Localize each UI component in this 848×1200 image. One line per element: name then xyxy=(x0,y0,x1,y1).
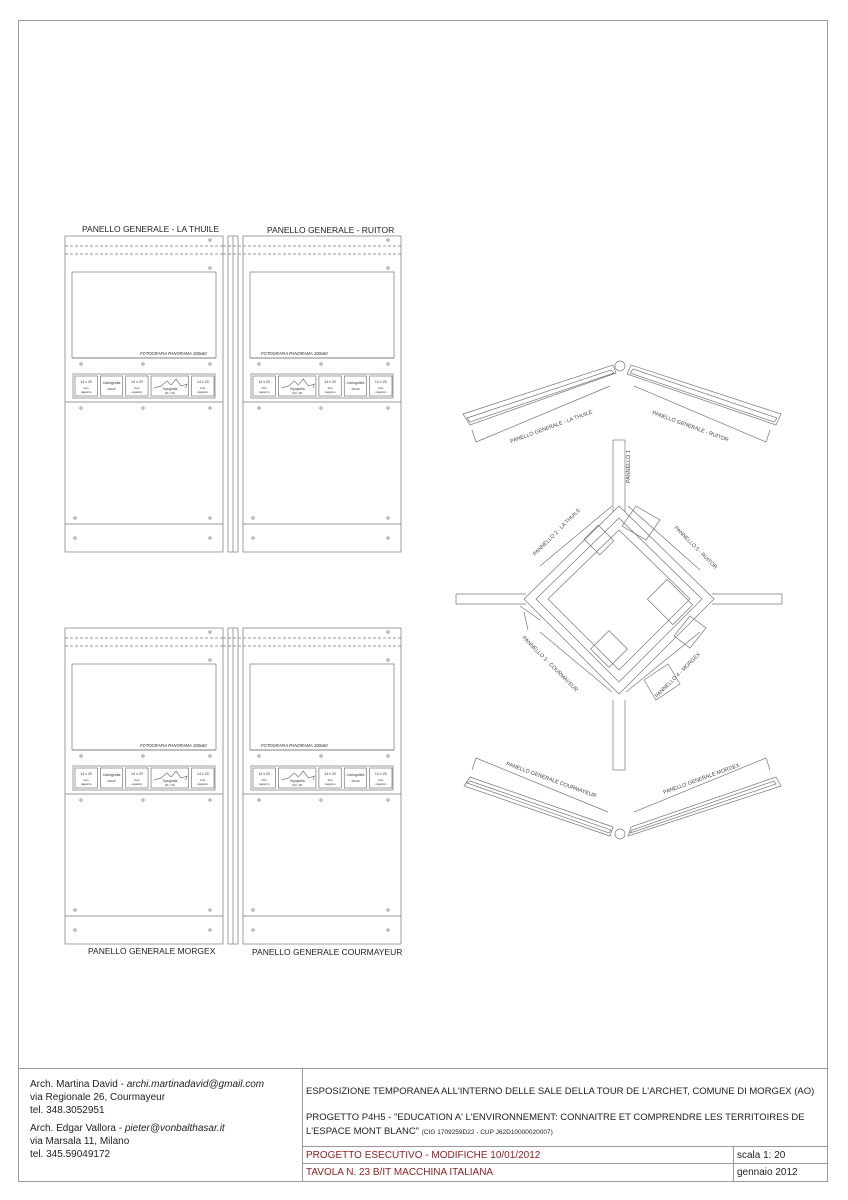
box-carto-label: Cartografia xyxy=(346,773,365,777)
box-carto-sublabel: 20x30 xyxy=(351,779,360,783)
title-row-line-2 xyxy=(302,1163,828,1164)
drawing-date: gennaio 2012 xyxy=(737,1167,798,1178)
screw-dot xyxy=(387,407,389,409)
screw-dot xyxy=(252,517,254,519)
box-size-label: 14 x 20 xyxy=(374,380,387,384)
screw-dot xyxy=(209,909,211,911)
author1-name: Arch. Martina David - xyxy=(30,1079,127,1090)
project-codes: (CIG 1709259D22 - CUP J62D10000020007) xyxy=(421,1129,553,1136)
project-phase: PROGETTO ESECUTIVO - MODIFICHE 10/01/2012 xyxy=(306,1150,541,1161)
screw-dot xyxy=(142,363,144,365)
panorama-photo-frame xyxy=(72,272,216,358)
exhibition-title: ESPOSIZIONE TEMPORANEA ALL'INTERNO DELLE SALE DELLA TOUR DE L'ARCHET, COMUNE DI MORGEX (AO) xyxy=(306,1086,815,1097)
box-topo-sublabel: 20 x 30 xyxy=(292,783,303,787)
info-strip xyxy=(73,766,215,790)
screw-dot xyxy=(258,363,260,365)
box-size-label: 14 x 20 xyxy=(130,772,143,776)
box-photo-sublabel: ragazzo xyxy=(197,782,209,786)
screw-dot xyxy=(209,267,211,269)
screw-dot xyxy=(74,929,76,931)
box-photo-label: foto xyxy=(261,778,267,782)
plan-hinge-top xyxy=(615,361,625,371)
plan-label-p2: PANNELLO 2 - LA THUILE xyxy=(532,507,583,558)
project-title-line2 xyxy=(306,1126,553,1137)
title-block-divider xyxy=(302,1068,303,1182)
box-size-label: 14 x 20 xyxy=(196,380,209,384)
elevation-ruitor xyxy=(243,236,401,552)
screw-dot xyxy=(387,929,389,931)
info-strip xyxy=(251,374,393,398)
author1-phone: tel. 348.3052951 xyxy=(30,1105,105,1116)
box-carto-sublabel: 20x30 xyxy=(107,387,116,391)
author1-email[interactable]: archi.martinadavid@gmail.com xyxy=(126,1079,265,1090)
exhibition-plan xyxy=(440,350,820,850)
screw-dot xyxy=(209,407,211,409)
panorama-caption: FOTOGRAFIA PANORAMA 100x60 xyxy=(140,743,207,748)
screw-dot xyxy=(209,659,211,661)
box-photo-label: foto xyxy=(83,386,89,390)
plan-label-courmayeur: PANELLO GENERALE COURMAYEUR xyxy=(505,761,597,800)
plan-label-ruitor: PANELLO GENERALE - RUITOR xyxy=(651,410,730,444)
box-carto-sublabel: 20x30 xyxy=(107,779,116,783)
box-photo-sublabel: ragazzo xyxy=(80,782,92,786)
screw-dot xyxy=(320,363,322,365)
screw-dot xyxy=(209,755,211,757)
info-box xyxy=(100,768,122,788)
panel-joint xyxy=(223,628,243,944)
box-photo-label: foto xyxy=(327,778,333,782)
screw-dot xyxy=(80,799,82,801)
drawing-scale: scala 1: 20 xyxy=(737,1150,786,1161)
box-topo-sublabel: 20 x 30 xyxy=(292,391,303,395)
screw-dot xyxy=(387,537,389,539)
box-photo-label: foto xyxy=(378,778,384,782)
screw-dot xyxy=(74,909,76,911)
title-col-line xyxy=(733,1146,734,1182)
info-strip xyxy=(73,374,215,398)
box-photo-sublabel: ragazzo xyxy=(324,390,336,394)
screw-dot xyxy=(142,407,144,409)
screw-dot xyxy=(320,799,322,801)
box-size-label: 14 x 20 xyxy=(196,772,209,776)
screw-dot xyxy=(209,537,211,539)
screw-dot xyxy=(142,755,144,757)
screw-dot xyxy=(74,517,76,519)
box-photo-sublabel: ragazzo xyxy=(375,390,387,394)
screw-dot xyxy=(209,929,211,931)
screw-dot xyxy=(387,755,389,757)
author2-line xyxy=(18,1122,264,1135)
panorama-caption: FOTOGRAFIA PANORAMA 100x60 xyxy=(261,743,328,748)
box-size-label: 14 x 20 xyxy=(324,380,337,384)
panel-title-courmayeur: PANELLO GENERALE COURMAYEUR xyxy=(252,947,403,957)
box-photo-sublabel: ragazzo xyxy=(324,782,336,786)
box-photo-label: foto xyxy=(134,778,140,782)
box-photo-label: foto xyxy=(83,778,89,782)
panorama-photo-frame xyxy=(250,272,394,358)
screw-dot xyxy=(387,363,389,365)
screw-dot xyxy=(209,363,211,365)
box-topo-label: Topografia xyxy=(289,387,305,391)
screw-dot xyxy=(80,407,82,409)
plan-label-la-thuile: PANELLO GENERALE - LA THUILE xyxy=(509,409,594,445)
screw-dot xyxy=(209,631,211,633)
panel-title-ruitor: PANELLO GENERALE - RUITOR xyxy=(267,225,395,235)
screw-dot xyxy=(74,537,76,539)
box-size-label: 14 x 20 xyxy=(374,772,387,776)
screw-dot xyxy=(258,755,260,757)
screw-dot xyxy=(387,799,389,801)
panorama-photo-frame xyxy=(72,664,216,750)
plan-label-p4: PANNELLO 4 - MORGEX xyxy=(654,651,702,700)
box-photo-label: foto xyxy=(261,386,267,390)
box-size-label: 14 x 20 xyxy=(258,772,271,776)
box-size-label: 14 x 20 xyxy=(80,772,93,776)
panel-title-la-thuile: PANELLO GENERALE - LA THUILE xyxy=(82,224,220,234)
box-photo-sublabel: ragazzo xyxy=(131,782,143,786)
screw-dot xyxy=(252,929,254,931)
panel-title-morgex: PANELLO GENERALE MORGEX xyxy=(88,946,216,956)
elevation-courmayeur xyxy=(243,628,401,944)
box-topo-sublabel: 20 x 30 xyxy=(164,783,175,787)
plan-hinge-bottom xyxy=(615,829,625,839)
plan-label-p5: PANNELLO 5 - RUITOR xyxy=(672,525,718,571)
screw-dot xyxy=(252,537,254,539)
screw-dot xyxy=(387,659,389,661)
project-title-name: L'ESPACE MONT BLANC" xyxy=(306,1126,420,1137)
box-topo-label: Topografia xyxy=(162,779,178,783)
screw-dot xyxy=(387,517,389,519)
screw-dot xyxy=(80,755,82,757)
box-photo-sublabel: ragazzo xyxy=(197,390,209,394)
info-box xyxy=(100,376,122,396)
screw-dot xyxy=(80,363,82,365)
sheet-number: TAVOLA N. 23 B/IT MACCHINA ITALIANA xyxy=(306,1167,494,1178)
box-photo-label: foto xyxy=(200,386,206,390)
box-topo-sublabel: 20 x 30 xyxy=(164,391,175,395)
screw-dot xyxy=(209,517,211,519)
box-carto-label: Cartografia xyxy=(102,381,121,385)
screw-dot xyxy=(258,799,260,801)
screw-dot xyxy=(258,407,260,409)
screw-dot xyxy=(387,267,389,269)
panorama-caption: FOTOGRAFIA PANORAMA 100x60 xyxy=(261,351,328,356)
box-carto-sublabel: 20x30 xyxy=(351,387,360,391)
info-strip xyxy=(251,766,393,790)
plan-label-p3: PANNELLO 3 - COURMAYEUR xyxy=(520,635,579,694)
author2-name: Arch. Edgar Vallora - xyxy=(30,1123,125,1134)
screw-dot xyxy=(142,799,144,801)
info-box xyxy=(344,768,366,788)
box-photo-sublabel: ragazzo xyxy=(80,390,92,394)
project-title-line1: PROGETTO P4H5 - "EDUCATION A' L'ENVIRONNEMENT: CONNAITRE ET COMPRENDRE LES TERRITOIRES DE xyxy=(306,1112,805,1123)
screw-dot xyxy=(387,239,389,241)
box-photo-sublabel: ragazzo xyxy=(375,782,387,786)
box-photo-sublabel: ragazzo xyxy=(258,782,270,786)
panorama-caption: FOTOGRAFIA PANORAMA 100x60 xyxy=(140,351,207,356)
box-photo-sublabel: ragazzo xyxy=(131,390,143,394)
box-carto-label: Cartografia xyxy=(346,381,365,385)
box-size-label: 14 x 20 xyxy=(324,772,337,776)
box-photo-sublabel: ragazzo xyxy=(258,390,270,394)
box-photo-label: foto xyxy=(378,386,384,390)
elevation-morgex xyxy=(65,628,223,944)
author1-address: via Regionale 26, Courmayeur xyxy=(30,1092,166,1103)
elevation-la-thuile xyxy=(65,236,223,552)
plan-label-p1: PANNELLO 1 xyxy=(626,450,632,483)
author1-line xyxy=(18,1078,264,1091)
screw-dot xyxy=(320,407,322,409)
screw-dot xyxy=(320,755,322,757)
info-box xyxy=(344,376,366,396)
box-size-label: 14 x 20 xyxy=(258,380,271,384)
screw-dot xyxy=(209,239,211,241)
plan-central-structure xyxy=(456,440,782,770)
panorama-photo-frame xyxy=(250,664,394,750)
box-topo-label: Topografia xyxy=(162,387,178,391)
box-size-label: 14 x 20 xyxy=(130,380,143,384)
box-photo-label: foto xyxy=(200,778,206,782)
panel-joint xyxy=(223,236,243,552)
screw-dot xyxy=(387,631,389,633)
box-topo-label: Topografia xyxy=(289,779,305,783)
title-row-line-1 xyxy=(302,1146,828,1147)
box-size-label: 14 x 20 xyxy=(80,380,93,384)
box-photo-label: foto xyxy=(134,386,140,390)
box-photo-label: foto xyxy=(327,386,333,390)
screw-dot xyxy=(387,909,389,911)
plan-label-morgex: PANELLO GENERALE MORGEX xyxy=(662,762,741,796)
author2-address: via Marsala 11, Milano xyxy=(30,1136,130,1147)
box-carto-label: Cartografia xyxy=(102,773,121,777)
screw-dot xyxy=(209,799,211,801)
plan-panel-morgex xyxy=(628,758,781,836)
screw-dot xyxy=(252,909,254,911)
author2-email[interactable]: pieter@vonbalthasar.it xyxy=(124,1123,225,1134)
author2-phone: tel. 345.59049172 xyxy=(30,1149,111,1160)
authors-block xyxy=(18,1078,264,1161)
